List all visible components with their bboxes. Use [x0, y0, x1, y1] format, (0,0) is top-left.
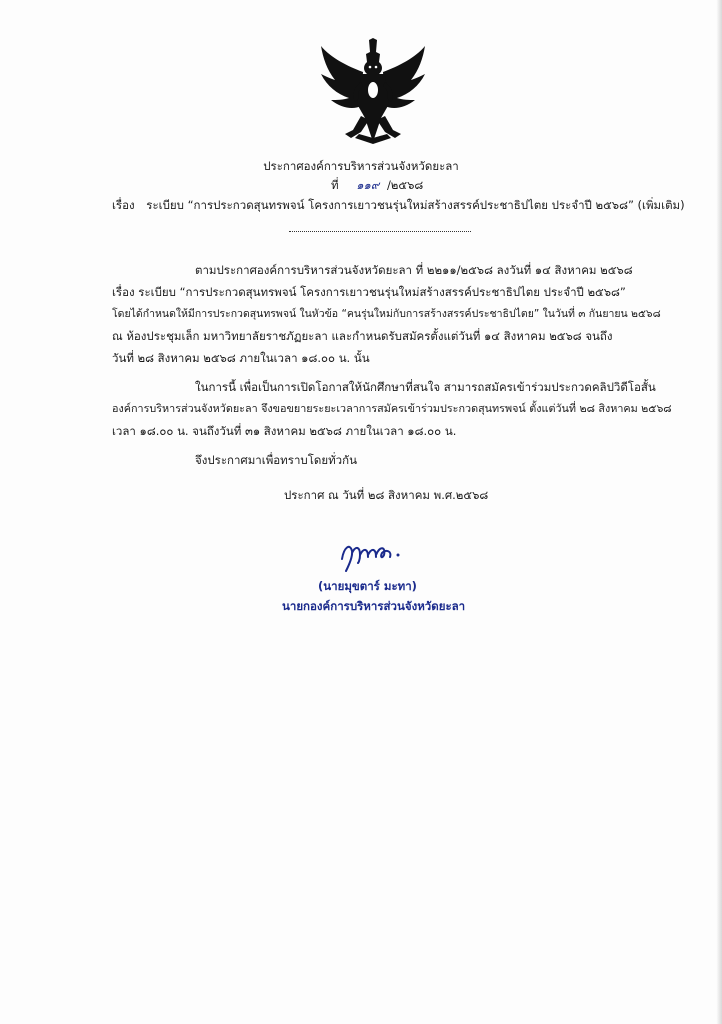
garuda-emblem-icon	[317, 38, 429, 146]
issuer-heading: ประกาศองค์การบริหารส่วนจังหวัดยะลา	[263, 159, 459, 173]
para1-line4: ณ ห้องประชุมเล็ก มหาวิทยาลัยราชภัฏยะลา และกำหนดรับสมัครตั้งแต่วันที่ ๑๔ สิงหาคม ๒๕๖๘ จนถึง	[112, 329, 613, 343]
subject-line	[112, 197, 685, 213]
closing-text: จึงประกาศมาเพื่อทราบโดยทั่วกัน	[195, 453, 357, 467]
subject-text: ระเบียบ “การประกวดสุนทรพจน์ โครงการเยาวชนรุ่นใหม่สร้างสรรค์ประชาธิปไตย ประจำปี ๒๕๖๘” (เพิ่มเติม)	[146, 198, 685, 212]
number-label: ที่	[331, 178, 339, 192]
document-number	[331, 177, 423, 193]
para1-line2: เรื่อง ระเบียบ “การประกวดสุนทรพจน์ โครงการเยาวชนรุ่นใหม่สร้างสรรค์ประชาธิปไตย ประจำปี ๒๕๖๘”	[112, 285, 626, 299]
signatory-title: นายกองค์การบริหารส่วนจังหวัดยะลา	[282, 599, 466, 613]
para1-line3: โดยได้กำหนดให้มีการประกวดสุนทรพจน์ ในหัวข้อ “คนรุ่นใหม่กับการสร้างสรรค์ประชาธิปไตย” ในวันที่ ๓ กันยายน ๒๕๖๘	[112, 308, 661, 320]
para2-line1: ในการนี้ เพื่อเป็นการเปิดโอกาสให้นักศึกษาที่สนใจ สามารถสมัครเข้าร่วมประกวดคลิปวิดีโอสั้น	[195, 380, 656, 394]
para1-line5: วันที่ ๒๘ สิงหาคม ๒๕๖๘ ภายในเวลา ๑๘.๐๐ น. นั้น	[112, 351, 370, 365]
divider-dotted	[289, 231, 471, 232]
para2-line2: องค์การบริหารส่วนจังหวัดยะลา จึงขอขยายระยะเวลาการสมัครเข้าร่วมประกวดสุนทรพจน์ ตั้งแต่วันที่ ๒๘ สิงหาคม ๒๕๖๘	[112, 402, 672, 415]
signatory-name: (นายมุขตาร์ มะทา)	[318, 579, 417, 593]
number-year: /๒๕๖๘	[386, 178, 424, 192]
announcement-date: ประกาศ ณ วันที่ ๒๘ สิงหาคม พ.ศ.๒๕๖๘	[284, 488, 489, 502]
para1-line1: ตามประกาศองค์การบริหารส่วนจังหวัดยะลา ที่ ๒๒๑๑/๒๕๖๘ ลงวันที่ ๑๔ สิงหาคม ๒๕๖๘	[195, 263, 633, 277]
para2-line3: เวลา ๑๘.๐๐ น. จนถึงวันที่ ๓๑ สิงหาคม ๒๕๖๘ ภายในเวลา ๑๘.๐๐ น.	[112, 424, 457, 438]
subject-label: เรื่อง	[112, 198, 135, 212]
page-edge-shadow	[716, 0, 722, 1024]
handwritten-signature	[336, 537, 404, 573]
number-value: ๑๑๙	[356, 178, 380, 192]
